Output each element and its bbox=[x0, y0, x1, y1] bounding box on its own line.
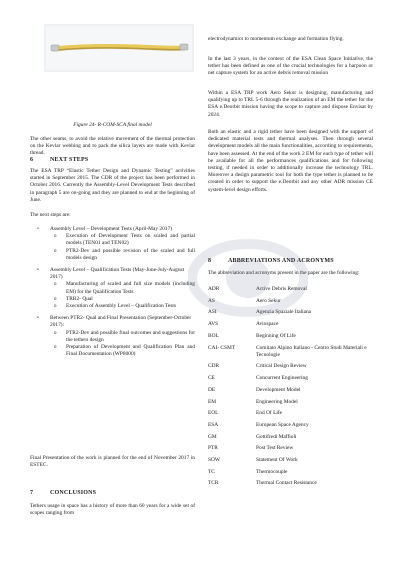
table-row bbox=[208, 345, 373, 364]
abbr-cell: TC bbox=[208, 468, 215, 475]
meaning-cell: Gottifredi Maffioli bbox=[256, 433, 297, 440]
table-row bbox=[208, 333, 373, 345]
watermark-logo bbox=[188, 238, 308, 318]
table-row bbox=[208, 375, 373, 387]
meaning-cell: Concurrent Engineering bbox=[256, 375, 308, 382]
conclusions-continued-1: electrodynamics to momentum exchange and formation flying. bbox=[208, 36, 344, 42]
abbr-cell: AVS bbox=[208, 321, 219, 328]
sub-list-item: o Execution of Assembly Level – Qualification Tests bbox=[50, 303, 195, 310]
table-row bbox=[208, 457, 373, 469]
sub-list bbox=[50, 281, 195, 310]
meaning-cell: Aviospace bbox=[256, 321, 279, 328]
abbr-cell: CE bbox=[208, 375, 215, 382]
abbr-cell: SOW bbox=[208, 457, 220, 464]
meaning-cell: Statement Of Work bbox=[256, 457, 298, 464]
meaning-cell: Active Debris Removal bbox=[256, 286, 307, 292]
meaning-cell: Critical Design Review bbox=[256, 363, 307, 370]
sub-list-item: o TRR2- Qual bbox=[50, 296, 195, 303]
table-row bbox=[208, 410, 373, 422]
conclusions-continued-2: In the last 3 years, in the context of the ESA Clean Space Initiative, the tether has been defined as one of the crucial technologies for a harpoon or net capture system for an active debris removal mission bbox=[208, 56, 373, 77]
tether-model-photo bbox=[44, 24, 194, 72]
abbr-cell: TCR bbox=[208, 480, 219, 487]
figure-followup-text: The other seams, to avoid the relative movement of the thermal protection on the Kevlar webbing and to pack the silica layers are made with Kevlar thread. bbox=[30, 136, 195, 157]
meaning-cell: Comitato Alpino Italiano - Centro Studi Materiali e Tecnologie bbox=[256, 344, 367, 358]
abbr-cell: CAI- CSMT bbox=[208, 344, 236, 351]
section-heading-conclusions bbox=[30, 490, 96, 496]
conclusions-continued-4: Both an elastic and a rigid tether have been designed with the support of dedicated material tests and thermal analyses. Then through several development models all the main functionalities, according to requirements, have been assessed. At the end of the work 2 EM for each type of tether will be available for all the performances qualifications and for following testing, if needed in order to additionally increase the technology TRL. Moreover a design parametric tool for both the type tether is planned to be created in order to support the e.Deorbit and any other ADR mission CE system-level design efforts. bbox=[208, 129, 373, 193]
table-row bbox=[208, 469, 373, 481]
section-title: ABBREVIATIONS AND ACRONYMS bbox=[228, 258, 334, 264]
abbr-cell: EM bbox=[208, 398, 217, 405]
sub-list-item: o PTR2-Dev and possible final outcomes and suggestions for the tethers design bbox=[50, 330, 195, 344]
list-item-text: Assembly Level – Qualification Tests (May-June-July-August 2017) bbox=[50, 267, 185, 281]
next-steps-intro: The ESA TRP “Elastic Tether Design and Dynamic Testing” activities started in September 2015. The CDR of the project has been performed in October 2016. Currently the Assembly-Level Development Tests described in paragraph 5 are on-going and they are planned to end at the beginning of June. bbox=[30, 168, 195, 203]
abbr-cell: ASI bbox=[208, 309, 217, 316]
table-row bbox=[208, 387, 373, 399]
table-row bbox=[208, 445, 373, 457]
meaning-cell: Aero Sekur bbox=[256, 297, 281, 304]
conclusions-text: Tethers usage in space has a history of more than 60 years for a wide set of scopes ranging from bbox=[30, 503, 195, 517]
abbr-cell: EOL bbox=[208, 410, 219, 417]
section-heading-next-steps bbox=[30, 157, 88, 163]
section-number: 8 bbox=[208, 258, 212, 264]
meaning-cell: European Space Agency bbox=[256, 421, 309, 428]
abbreviations-intro: The abbreviation and acronyms present in the paper are the following: bbox=[208, 270, 360, 276]
table-row bbox=[208, 422, 373, 434]
sub-list bbox=[50, 233, 195, 262]
list-item-text: Between PTR2- Qual and Final Presentation (September-October 2017): bbox=[50, 315, 192, 329]
next-steps-list bbox=[30, 226, 195, 358]
meaning-cell: Engineering Model bbox=[256, 398, 298, 405]
sub-list-item: o Execution of Development Tests on scaled and partial models (TEN01 and TEN02) bbox=[50, 233, 195, 247]
section-title: NEXT STEPS bbox=[50, 157, 89, 163]
list-item bbox=[30, 226, 195, 262]
table-row bbox=[208, 480, 373, 492]
sub-list bbox=[50, 330, 195, 359]
list-item bbox=[30, 267, 195, 310]
list-item bbox=[30, 315, 195, 358]
meaning-cell: Thermal Contact Resistance bbox=[256, 480, 317, 487]
meaning-cell: End Of Life bbox=[256, 410, 283, 417]
table-row bbox=[208, 399, 373, 411]
meaning-cell: Agenzia Spaziale Italiana bbox=[256, 309, 312, 316]
figure-caption: Figure 24- R-COM-SCA final model bbox=[73, 122, 152, 128]
table-row bbox=[208, 321, 373, 333]
abbr-cell: PTR bbox=[208, 445, 218, 452]
abbr-cell: GM bbox=[208, 433, 217, 440]
sub-list-item: o PTR2-Dev and possible revision of the scaled and full models design bbox=[50, 248, 195, 262]
sub-list-item: o Manufacturing of scaled and full size models (including EM) for the Qualification Tests bbox=[50, 281, 195, 295]
table-row bbox=[208, 363, 373, 375]
abbr-cell: ESA bbox=[208, 421, 219, 428]
section-number: 6 bbox=[30, 157, 34, 163]
meaning-cell: Beginning Of Life bbox=[256, 332, 296, 339]
final-presentation-text: Final Presentation of the work is planned for the end of November 2017 in ESTEC. bbox=[30, 455, 195, 469]
abbr-cell: BOL bbox=[208, 332, 219, 339]
sub-list-item: o Preparation of Development and Qualification Plan and Final Documentation (WP8000) bbox=[50, 344, 195, 358]
section-title: CONCLUSIONS bbox=[50, 490, 97, 496]
conclusions-continued-3: Within a ESA TRP work Aero Sekur is designing, manufacturing and qualifying up to TRL 5-6 through the realization of an EM the tether for the ESA e.Deorbit mission having the scope to capture and dispose Envisat by 2024. bbox=[208, 90, 373, 118]
abbr-cell: AS bbox=[208, 297, 215, 304]
list-item-text: Assembly Level – Development Tests (April-May 2017) bbox=[50, 226, 172, 232]
meaning-cell: Post Test Review bbox=[256, 445, 294, 452]
section-number: 7 bbox=[30, 490, 34, 496]
next-steps-label: The next steps are: bbox=[30, 212, 71, 218]
abbr-cell: DE bbox=[208, 386, 216, 393]
table-row bbox=[208, 434, 373, 446]
abbr-cell: ADR bbox=[208, 286, 220, 292]
meaning-cell: Development Model bbox=[256, 386, 301, 393]
meaning-cell: Thermocouple bbox=[256, 468, 288, 475]
abbr-cell: CDR bbox=[208, 363, 220, 370]
